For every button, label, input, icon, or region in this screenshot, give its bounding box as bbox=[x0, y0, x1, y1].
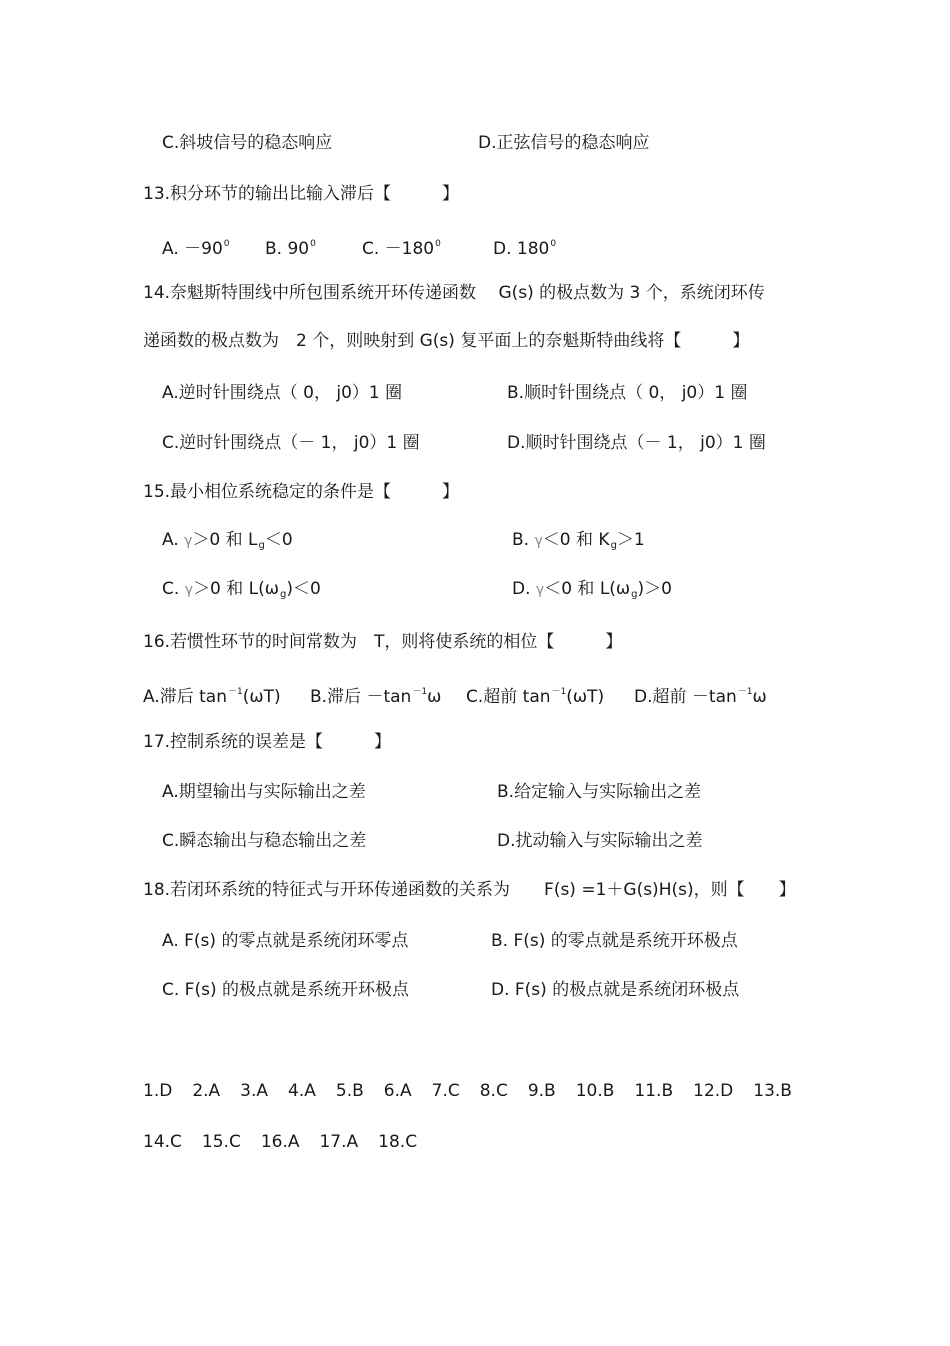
q13-option-d: D. $180^0$ bbox=[493, 239, 557, 259]
answer-item: 17.A bbox=[319, 1132, 359, 1152]
q15-option-a: A. γ＞0 和 $L_g<0$ bbox=[162, 530, 293, 551]
answer-item: 1.D bbox=[143, 1081, 173, 1101]
q18-option-d: D. F(s) 的极点就是系统闭环极点 bbox=[491, 980, 740, 1000]
q17-option-a: A.期望输出与实际输出之差 bbox=[162, 782, 366, 802]
answer-item: 5.B bbox=[335, 1081, 364, 1101]
answer-item: 2.A bbox=[192, 1081, 221, 1101]
answer-item: 3.A bbox=[240, 1081, 269, 1101]
q14-option-b: B.顺时针围绕点（ 0， j0）1 圈 bbox=[507, 383, 748, 403]
q17-option-c: C.瞬态输出与稳态输出之差 bbox=[162, 831, 367, 851]
answer-key-row-1 bbox=[143, 1080, 812, 1102]
answer-item: 6.A bbox=[383, 1081, 412, 1101]
q18-option-b: B. F(s) 的零点就是系统开环极点 bbox=[491, 931, 738, 951]
q15-option-c: C. γ＞0 和 $L(\omega_g)<0$ bbox=[162, 579, 321, 600]
q18-option-c: C. F(s) 的极点就是系统开环极点 bbox=[162, 980, 409, 1000]
answer-item: 13.B bbox=[753, 1081, 792, 1101]
answer-item: 11.B bbox=[634, 1081, 674, 1101]
q16-stem: 16.若惯性环节的时间常数为 T，则将使系统的相位【 】 bbox=[143, 632, 623, 652]
q14-option-a: A.逆时针围绕点（ 0， j0）1 圈 bbox=[162, 383, 403, 403]
q15-option-b: B. γ＜0 和 $K_g>1$ bbox=[512, 530, 645, 551]
answer-item: 18.C bbox=[378, 1132, 418, 1152]
q15-option-d: D. γ＜0 和 $L(\omega_g)>0$ bbox=[512, 579, 672, 600]
answer-key-row-2 bbox=[143, 1131, 437, 1153]
q17-stem: 17.控制系统的误差是【 】 bbox=[143, 732, 392, 752]
answer-item: 8.C bbox=[479, 1081, 508, 1101]
q16-option-a: A.滞后 $\tan^{-1}(\omega T)$ bbox=[143, 687, 281, 707]
q14-option-c: C.逆时针围绕点（－ 1， j0）1 圈 bbox=[162, 433, 420, 453]
q16-option-c: C.超前 $\tan^{-1}(\omega T)$ bbox=[466, 687, 605, 707]
q16-option-b: B.滞后 $-\tan^{-1}\omega$ bbox=[310, 687, 442, 707]
q14-stem-line2: 递函数的极点数为 2 个，则映射到 G(s) 复平面上的奈魁斯特曲线将【 】 bbox=[143, 331, 750, 351]
q17-option-d: D.扰动输入与实际输出之差 bbox=[497, 831, 703, 851]
q12-option-d: D.正弦信号的稳态响应 bbox=[478, 133, 650, 153]
q18-stem: 18.若闭环系统的特征式与开环传递函数的关系为 F(s) =1＋G(s)H(s)，则【 】 bbox=[143, 880, 796, 900]
q13-option-a: A. $-90^0$ bbox=[162, 239, 230, 259]
q14-stem-line1: 14.奈魁斯特围线中所包围系统开环传递函数 G(s) 的极点数为 3 个，系统闭环传 bbox=[143, 283, 765, 303]
answer-item: 4.A bbox=[288, 1081, 316, 1101]
q17-option-b: B.给定输入与实际输出之差 bbox=[497, 782, 702, 802]
q15-stem: 15.最小相位系统稳定的条件是【 】 bbox=[143, 482, 460, 502]
answer-item: 14.C bbox=[143, 1132, 182, 1152]
q16-option-d: D.超前 $-\tan^{-1}\omega$ bbox=[634, 687, 767, 707]
answer-item: 7.C bbox=[431, 1081, 460, 1101]
answer-item: 10.B bbox=[575, 1081, 615, 1101]
q18-option-a: A. F(s) 的零点就是系统闭环零点 bbox=[162, 931, 409, 951]
q12-option-c: C.斜坡信号的稳态响应 bbox=[162, 133, 333, 153]
answer-item: 12.D bbox=[693, 1081, 734, 1101]
q13-option-c: C. $-180^0$ bbox=[362, 239, 441, 259]
q14-option-d: D.顺时针围绕点（－ 1， j0）1 圈 bbox=[507, 433, 766, 453]
answer-item: 15.C bbox=[201, 1132, 241, 1152]
answer-item: 9.B bbox=[527, 1081, 556, 1101]
q13-option-b: B. $90^0$ bbox=[265, 239, 316, 259]
q13-stem: 13.积分环节的输出比输入滞后【 】 bbox=[143, 184, 460, 204]
answer-item: 16.A bbox=[260, 1132, 300, 1152]
